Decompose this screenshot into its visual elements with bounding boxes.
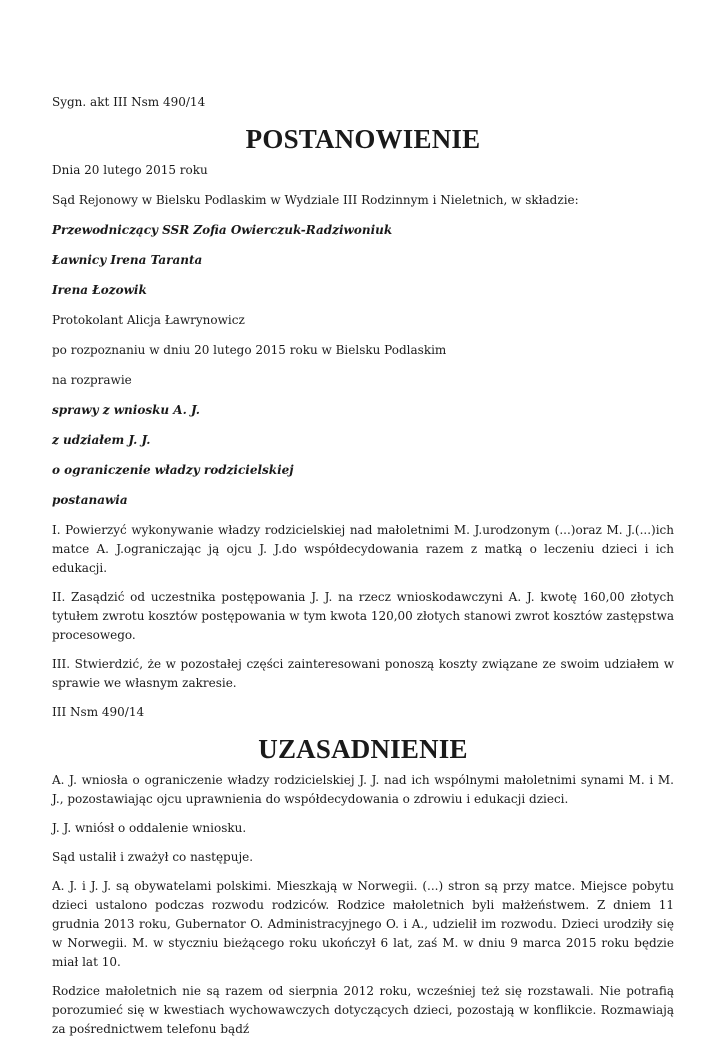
case-subject-matter: o ograniczenie władzy rodzicielskiej [52,463,294,477]
hearing-line: po rozpoznaniu w dniu 20 lutego 2015 roku w Bielsku Podlaskim [52,343,447,357]
document-title: POSTANOWIENIE [245,124,481,154]
ruling-item: II. Zasądzić od uczestnika postępowania J. J. na rzecz wnioskodawczyni A. J. kwotę 160,00 złotych tytułem zwrotu kosztów postępowania w tym kwota 120,00 złotych stanowi zwrot kosztów zastępstwa procesowego. [52,590,674,642]
justification-title: UZASADNIENIE [258,734,468,764]
ruling-item: I. Powierzyć wykonywanie władzy rodzicielskiej nad małoletnimi M. J.urodzonym (...)oraz M. J.(...)ich matce A. J.ograniczając ją ojcu J. J.do współdecydowania razem z matką o leczeniu dzieci i ich edukacji. [52,523,674,575]
case-subject-applicant: sprawy z wniosku A. J. [52,403,200,417]
case-reference-second: III Nsm 490/14 [52,705,145,719]
on-hearing: na rozprawie [52,373,132,387]
date-line: Dnia 20 lutego 2015 roku [52,163,208,177]
presiding-judge: Przewodniczący SSR Zofia Owierczuk-Radziwoniuk [52,223,393,237]
document-page [52,93,674,1049]
justification-paragraph: Rodzice małoletnich nie są razem od sierpnia 2012 roku, wcześniej też się rozstawali. Nie potrafią porozumieć się w kwestiach wychowawczych dotyczących dzieci, pozostają w konflikcie. Rozmawiają za pośrednictwem telefonu bądź [52,984,674,1036]
lay-judge-second: Irena Łozowik [52,283,147,297]
justification-paragraph: J. J. wniósł o oddalenie wniosku. [52,821,247,835]
justification-paragraph: A. J. wniosła o ograniczenie władzy rodzicielskiej J. J. nad ich wspólnymi małoletnimi synami M. i M. J., pozostawiając ojcu uprawnienia do współdecydowania o zdrowiu i edukacji dzieci. [52,773,674,806]
case-subject-participant: z udziałem J. J. [52,433,151,447]
justification-paragraph: Sąd ustalił i zważył co następuje. [52,850,254,864]
ruling-item: III. Stwierdzić, że w pozostałej części zainteresowani ponoszą koszty związane ze swoim udziałem w sprawie we własnym zakresie. [52,657,674,690]
decision-verb: postanawia [52,493,128,507]
court-composition: Sąd Rejonowy w Bielsku Podlaskim w Wydziale III Rodzinnym i Nieletnich, w składzie: [52,193,579,207]
lay-judges: Ławnicy Irena Taranta [52,253,203,267]
court-clerk: Protokolant Alicja Ławrynowicz [52,313,245,327]
case-reference: Sygn. akt III Nsm 490/14 [52,95,206,109]
justification-paragraph: A. J. i J. J. są obywatelami polskimi. Mieszkają w Norwegii. (...) stron są przy matce. Miejsce pobytu dzieci ustalono podczas rozwodu rodziców. Rodzice małoletnich byli małżeństwem. Z dniem 11 grudnia 2013 roku, Gubernator O. Administracyjnego O. i A., udzielił im rozwodu. Dzieci urodziły się w Norwegii. M. w styczniu bieżącego roku ukończył 6 lat, zaś M. w dniu 9 marca 2015 roku będzie miał lat 10. [52,879,674,969]
